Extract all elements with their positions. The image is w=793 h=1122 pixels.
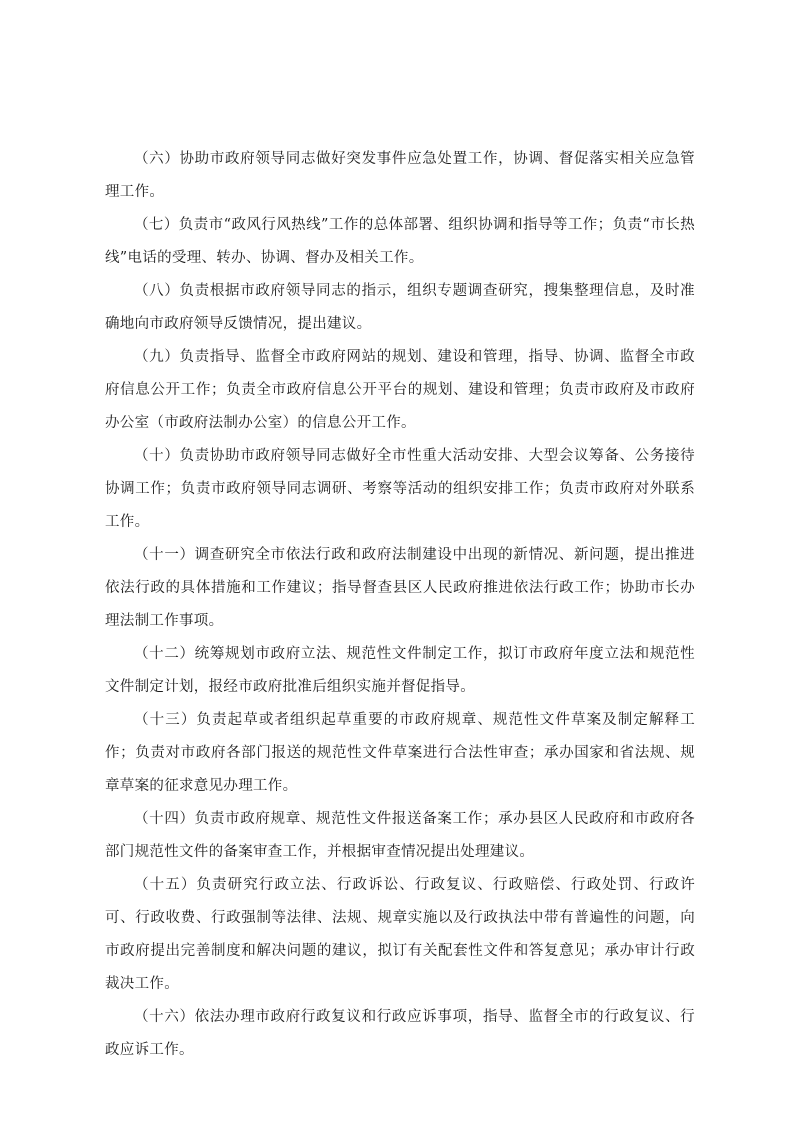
paragraph-11: （十一）调查研究全市依法行政和政府法制建设中出现的新情况、新问题，提出推进依法行政的具体措施和工作建议；指导督查县区人民政府推进依法行政工作；协助市长办理法制工作事项。	[105, 547, 695, 629]
paragraph-14: （十四）负责市政府规章、规范性文件报送备案工作；承办县区人民政府和市政府各部门规范性文件的备案审查工作，并根据审查情况提出处理建议。	[105, 811, 695, 860]
paragraph-16: （十六）依法办理市政府行政复议和行政应诉事项，指导、监督全市的行政复议、行政应诉工作。	[105, 1009, 695, 1058]
paragraph-13: （十三）负责起草或者组织起草重要的市政府规章、规范性文件草案及制定解释工作；负责对市政府各部门报送的规范性文件草案进行合法性审查；承办国家和省法规、规章草案的征求意见办理工作。	[105, 712, 695, 794]
paragraph-8: （八）负责根据市政府领导同志的指示，组织专题调查研究，搜集整理信息，及时准确地向市政府领导反馈情况，提出建议。	[105, 283, 695, 332]
paragraph-6: （六）协助市政府领导同志做好突发事件应急处置工作，协调、督促落实相关应急管理工作。	[105, 151, 695, 200]
document-body	[105, 143, 695, 1067]
paragraph-12: （十二）统筹规划市政府立法、规范性文件制定工作，拟订市政府年度立法和规范性文件制定计划，报经市政府批准后组织实施并督促指导。	[105, 646, 695, 695]
paragraph-9: （九）负责指导、监督全市政府网站的规划、建设和管理，指导、协调、监督全市政府信息公开工作；负责全市政府信息公开平台的规划、建设和管理；负责市政府及市政府办公室（市政府法制办公室）的信息公开工作。	[105, 349, 695, 431]
paragraph-15: （十五）负责研究行政立法、行政诉讼、行政复议、行政赔偿、行政处罚、行政许可、行政收费、行政强制等法律、法规、规章实施以及行政执法中带有普遍性的问题，向市政府提出完善制度和解决问题的建议，拟订有关配套性文件和答复意见；承办审计行政裁决工作。	[105, 877, 695, 992]
paragraph-10: （十）负责协助市政府领导同志做好全市性重大活动安排、大型会议筹备、公务接待协调工作；负责市政府领导同志调研、考察等活动的组织安排工作；负责市政府对外联系工作。	[105, 448, 695, 530]
paragraph-7: （七）负责市“政风行风热线”工作的总体部署、组织协调和指导等工作；负责“市长热线”电话的受理、转办、协调、督办及相关工作。	[105, 217, 695, 266]
